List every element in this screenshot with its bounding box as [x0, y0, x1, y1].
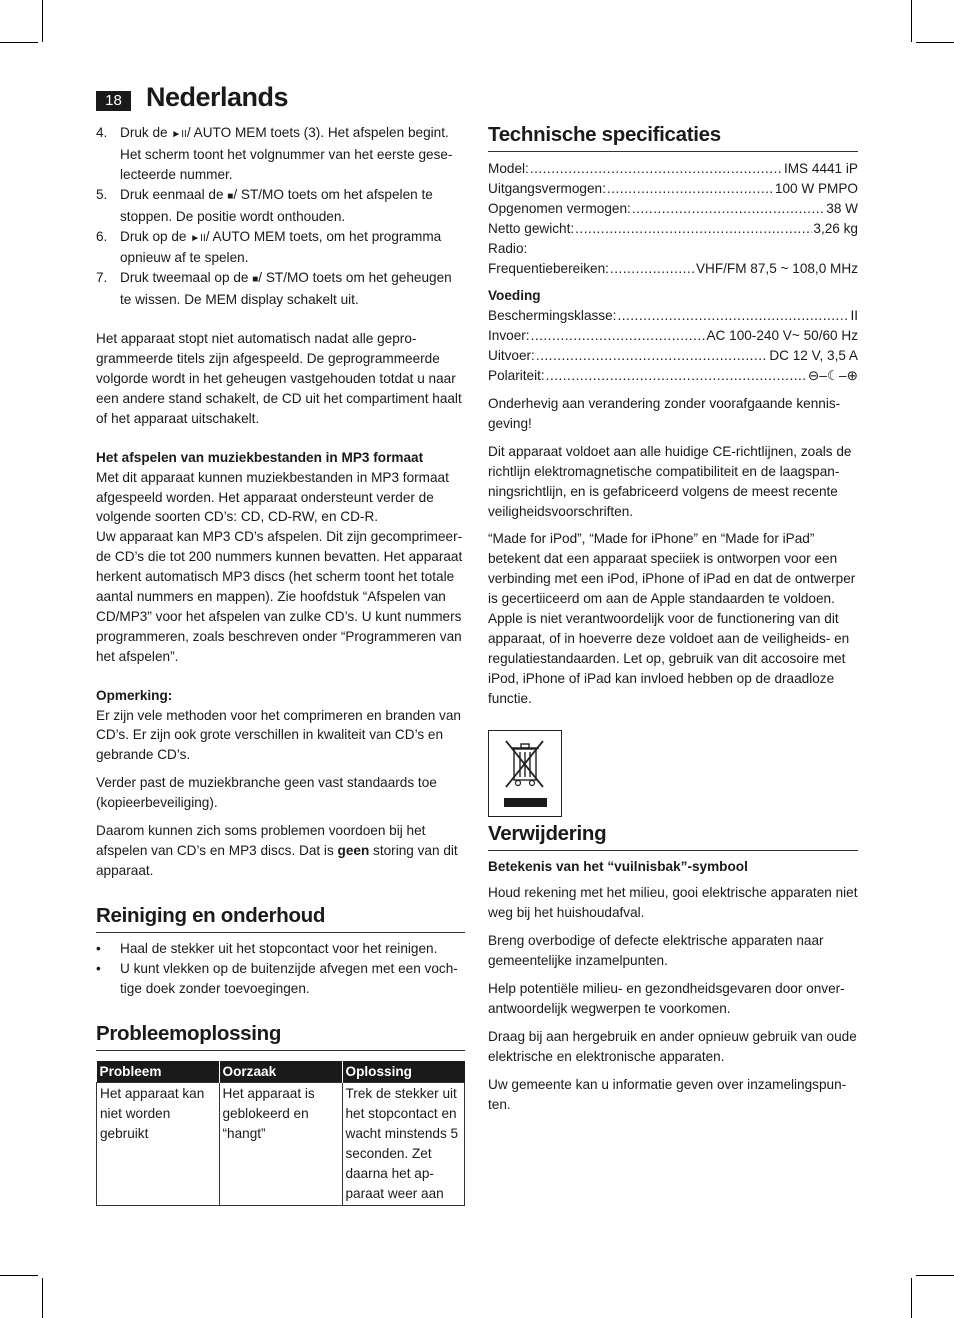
spec-value: IMS 4441 iP — [783, 161, 858, 176]
text: Daarom kunnen zich soms problemen voordoen bij het afspelen van CD’s en MP3 discs. Dat is — [96, 823, 426, 858]
spec-row — [488, 366, 858, 386]
crop-mark — [42, 1278, 43, 1318]
play-pause-icon: ►II — [190, 232, 206, 244]
list-item — [96, 123, 465, 185]
list-item — [96, 227, 465, 269]
section-heading: Probleemoplossing — [96, 1021, 465, 1051]
crop-mark — [911, 0, 912, 42]
list-item — [96, 959, 465, 999]
crop-mark — [0, 1275, 38, 1276]
spec-label: Beschermingsklasse: — [488, 308, 617, 324]
table-cell: Het apparaat is geblokeerd en “hangt” — [219, 1083, 342, 1205]
paragraph: Uw apparaat kan MP3 CD’s afspelen. Dit zijn gecomprimeer-de CD’s die tot 200 nummers kunnen bevatten. Het apparaat herkent automatisch MP3 discs (het scherm toont het totale aantal nummers en mappen). Zie hoofdstuk “Afspelen van CD/MP3” voor het afspelen van zulke CD’s. U kunt nummers programmeren, zoals beschreven onder “Programmeren van het afspelen”. — [96, 529, 463, 664]
paragraph: Verder past de muziekbranche geen vast standaards toe (kopieerbeveiliging). — [96, 775, 437, 811]
column-header: Probleem — [97, 1061, 220, 1083]
spec-value: 38 W — [826, 200, 858, 216]
list-item-text: Haal de stekker uit het stopcontact voor het reinigen. — [120, 940, 438, 956]
step-text: Druk de — [120, 125, 172, 140]
step-number: 6. — [96, 228, 108, 244]
table-cell: Trek de stekker uit het stopcontact en wacht minstends 5 seconden. Zet daarna het ap-paraat weer aan — [342, 1083, 465, 1205]
crop-mark — [911, 1278, 912, 1318]
paragraph: “Made for iPod”, “Made for iPhone” en “Made for iPad” betekent dat een apparaat speciiek is ontworpen voor een verbinding met een iPod, iPhone of iPad en dat de ontwerper is gecertiiceerd om aan de Apple standaarden te voldoen. Apple is niet verantwoordelijk voor de functionering van dit apparaat, of in hoeverre deze voldoet aan de veiligheids- en regulatiestandaarden. Let op, gebruik van dit accosoire met iPod, iPhone of iPad kan invloed hebben op de draadloze functie. — [488, 531, 856, 706]
bullet-icon: • — [96, 960, 101, 976]
polarity-icon: ⊖–☾–⊕ — [807, 368, 858, 384]
step-text: Druk tweemaal op de — [120, 270, 253, 286]
section-subheading: Het afspelen van muziekbestanden in MP3 formaat — [96, 449, 424, 465]
left-column — [96, 123, 465, 1206]
spec-value: 100 W PMPO — [774, 180, 858, 196]
column-header: Oplossing — [342, 1061, 465, 1083]
emphasis: geen — [337, 843, 370, 858]
step-text: Druk eenmaal de — [120, 186, 228, 202]
spec-row — [488, 306, 858, 326]
spec-label: Netto gewicht: — [488, 220, 575, 236]
spec-row — [488, 199, 858, 219]
step-number: 7. — [96, 270, 108, 286]
spec-row — [488, 259, 858, 279]
step-text: / ST/MO toets om het afspelen te stoppen. De positie wordt onthouden. — [120, 186, 433, 224]
table-cell: Het apparaat kan niet worden gebruikt — [97, 1083, 220, 1205]
paragraph: Dit apparaat voldoet aan alle huidige CE-richtlijnen, zoals de richtlijn elektromagnetische compatibiliteit en de laagspan-ningsrichtlijn, en is gefabriceerd volgens de meest recente veiligheidsvoorschriften. — [488, 443, 852, 519]
spec-row — [488, 346, 858, 366]
table-header-row — [97, 1061, 465, 1083]
spec-value: II — [850, 308, 858, 324]
paragraph: Uw gemeente kan u informatie geven over inzamelingspun-ten. — [488, 1076, 847, 1112]
table-row — [97, 1083, 465, 1205]
spec-label: Uitgangsvermogen: — [488, 180, 606, 196]
page-title: Nederlands — [146, 82, 289, 112]
play-pause-icon: ►II — [171, 129, 187, 140]
paragraph: Met dit apparaat kunnen muziekbestanden in MP3 formaat afgespeeld worden. Het apparaat ondersteunt verder de volgende soorten CD’s: CD, CD-RW, en CD-R. — [96, 469, 449, 525]
cleaning-list — [96, 939, 465, 999]
paragraph: Draag bij aan hergebruik en ander opnieuw gebruik van oude elektrische en elektronische apparaten. — [488, 1028, 857, 1064]
spec-label: Radio: — [488, 240, 528, 256]
right-column — [488, 122, 858, 1115]
crop-mark — [0, 42, 38, 43]
list-item — [96, 185, 465, 227]
spec-label: Uitvoer: — [488, 348, 535, 364]
bullet-icon: • — [96, 940, 101, 956]
paragraph: Breng overbodige of defecte elektrische apparaten naar gemeentelijke inzamelpunten. — [488, 933, 824, 969]
stop-icon: ■ — [252, 274, 259, 286]
spec-label: Frequentiebereiken: — [488, 260, 609, 276]
paragraph: Onderhevig aan verandering zonder voorafgaande kennis-geving! — [488, 395, 841, 431]
spec-value: DC 12 V, 3,5 A — [769, 348, 858, 364]
spec-row — [488, 326, 858, 346]
spec-label: Model: — [488, 161, 529, 176]
page-number: 18 — [96, 91, 131, 111]
section-heading: Verwijdering — [488, 821, 858, 851]
spec-row — [488, 159, 858, 179]
paragraph — [96, 821, 465, 881]
list-item — [96, 268, 465, 310]
paragraph: Er zijn vele methoden voor het comprimeren en branden van CD’s. Er zijn ook grote verschillen in kwaliteit van CD’s en gebrande CD’s. — [96, 707, 461, 763]
note-heading: Opmerking: — [96, 687, 173, 703]
spec-label: Opgenomen vermogen: — [488, 200, 631, 216]
text: storing van dit apparaat. — [96, 843, 458, 878]
list-item — [96, 939, 465, 959]
step-text: Druk op de — [120, 228, 191, 244]
section-heading: Reiniging en onderhoud — [96, 903, 465, 933]
crop-mark — [916, 42, 954, 43]
step-text: / AUTO MEM toets (3). Het afspelen begint. Het scherm toont het volgnummer van het eerste gese-lecteerde nummer. — [120, 125, 453, 182]
step-number: 5. — [96, 186, 108, 202]
step-text: / ST/MO toets om het geheugen te wissen. De MEM display schakelt uit. — [120, 270, 452, 308]
spec-row — [488, 219, 858, 239]
crossed-bin-icon — [488, 730, 562, 817]
spec-value: VHF/FM 87,5 ~ 108,0 MHz — [695, 260, 858, 276]
crop-mark — [42, 0, 43, 42]
paragraph: Help potentiële milieu- en gezondheidsgevaren door onver-antwoordelijk wegwerpen te voorkomen. — [488, 981, 845, 1016]
step-text: / AUTO MEM toets, om het programma opnieuw af te spelen. — [120, 228, 442, 266]
spec-row — [488, 179, 858, 199]
paragraph: Het apparaat stopt niet automatisch nadat alle gepro-grammeerde titels zijn afgespeeld. De geprogrammeerde volgorde wordt in het geheugen vastgehouden totdat u naar een andere stand schakelt, de CD uit het compartiment haalt of het apparaat uitschakelt. — [96, 331, 462, 426]
section-subheading: Betekenis van het “vuilnisbak”-symbool — [488, 858, 748, 874]
step-list — [96, 123, 465, 310]
step-number: 4. — [96, 125, 108, 140]
list-item-text: U kunt vlekken op de buitenzijde afvegen met een voch-tige doek zonder toevoegingen. — [120, 960, 458, 996]
spec-value: 3,26 kg — [813, 220, 858, 236]
trouble-table — [96, 1061, 465, 1206]
spec-value: AC 100-240 V~ 50/60 Hz — [706, 328, 858, 344]
section-heading: Technische specificaties — [488, 122, 858, 152]
paragraph: Houd rekening met het milieu, gooi elektrische apparaten niet weg bij het huishoudafval. — [488, 885, 858, 921]
crop-mark — [916, 1275, 954, 1276]
spec-label: Invoer: — [488, 328, 530, 344]
section-subheading: Voeding — [488, 288, 541, 304]
stop-icon: ■ — [227, 190, 234, 202]
column-header: Oorzaak — [219, 1061, 342, 1083]
spec-label: Polariteit: — [488, 368, 545, 384]
